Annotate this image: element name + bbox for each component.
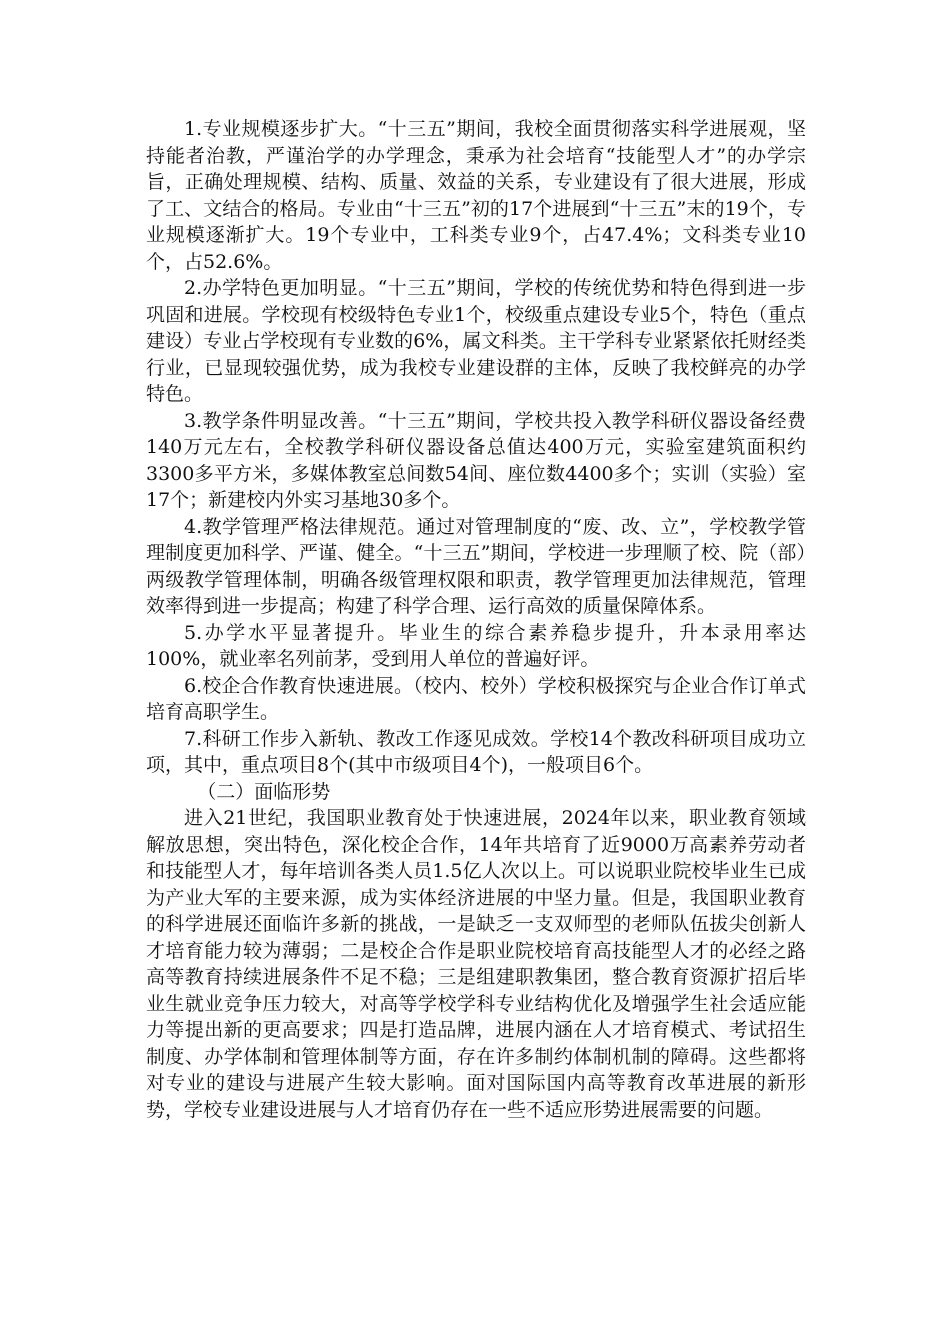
paragraph-7: 7.科研工作步入新轨、教改工作逐见成效。学校14个教改科研项目成功立项，其中，重点项目8个(其中市级项目4个)，一般项目6个。: [146, 727, 806, 776]
paragraph-3: 3.教学条件明显改善。“十三五”期间，学校共投入教学科研仪器设备经费140万元左右，全校教学科研仪器设备总值达400万元，实验室建筑面积约3300多平方米，多媒体教室总间数54间、座位数4400多个；实训（实验）室17个；新建校内外实习基地30多个。: [146, 409, 806, 511]
section-heading: （二）面临形势: [197, 780, 331, 803]
paragraph-5: 5.办学水平显著提升。毕业生的综合素养稳步提升，升本录用率达100%，就业率名列前茅，受到用人单位的普遍好评。: [146, 621, 806, 670]
paragraph-1: 1.专业规模逐步扩大。“十三五”期间，我校全面贯彻落实科学进展观，坚持能者治教，严谨治学的办学理念，秉承为社会培育“技能型人才”的办学宗旨，正确处理规模、结构、质量、效益的关系，专业建设有了很大进展，形成了工、文结合的格局。专业由“十三五”初的17个进展到“十三五”末的19个，专业规模逐渐扩大。19个专业中，工科类专业9个，占47.4%；文科类专业10个，占52.6%。: [146, 118, 806, 273]
paragraph-4: 4.教学管理严格法律规范。通过对管理制度的“废、改、立”，学校教学管理制度更加科学、严谨、健全。“十三五”期间，学校进一步理顺了校、院（部）两级教学管理体制，明确各级管理权限和职责，教学管理更加法律规范，管理效率得到进一步提高；构建了科学合理、运行高效的质量保障体系。: [146, 515, 806, 617]
paragraph-6: 6.校企合作教育快速进展。（校内、校外）学校积极探究与企业合作订单式培育高职学生。: [146, 674, 806, 723]
closing-paragraph: 进入21世纪，我国职业教育处于快速进展，2024年以来，职业教育领域解放思想，突出特色，深化校企合作，14年共培育了近9000万高素养劳动者和技能型人才，每年培训各类人员1.5亿人次以上。可以说职业院校毕业生已成为产业大军的主要来源，成为实体经济进展的中坚力量。但是，我国职业教育的科学进展还面临许多新的挑战，一是缺乏一支双师型的老师队伍拔尖创新人才培育能力较为薄弱；二是校企合作是职业院校培育高技能型人才的必经之路高等教育持续进展条件不足不稳；三是组建职教集团，整合教育资源扩招后毕业生就业竞争压力较大，对高等学校学科专业结构优化及增强学生社会适应能力等提出新的更高要求；四是打造品牌，进展内涵在人才培育模式、考试招生制度、办学体制和管理体制等方面，存在许多制约体制机制的障碍。这些都将对专业的建设与进展产生较大影响。面对国际国内高等教育改革进展的新形势，学校专业建设进展与人才培育仍存在一些不适应形势进展需要的问题。: [146, 807, 806, 1121]
document-body: [146, 116, 806, 1123]
paragraph-2: 2.办学特色更加明显。“十三五”期间，学校的传统优势和特色得到进一步巩固和进展。学校现有校级特色专业1个，校级重点建设专业5个，特色（重点建设）专业占学校现有专业数的6%，属文科类。主干学科专业紧紧依托财经类行业，已显现较强优势，成为我校专业建设群的主体，反映了我校鲜亮的办学特色。: [146, 277, 806, 405]
